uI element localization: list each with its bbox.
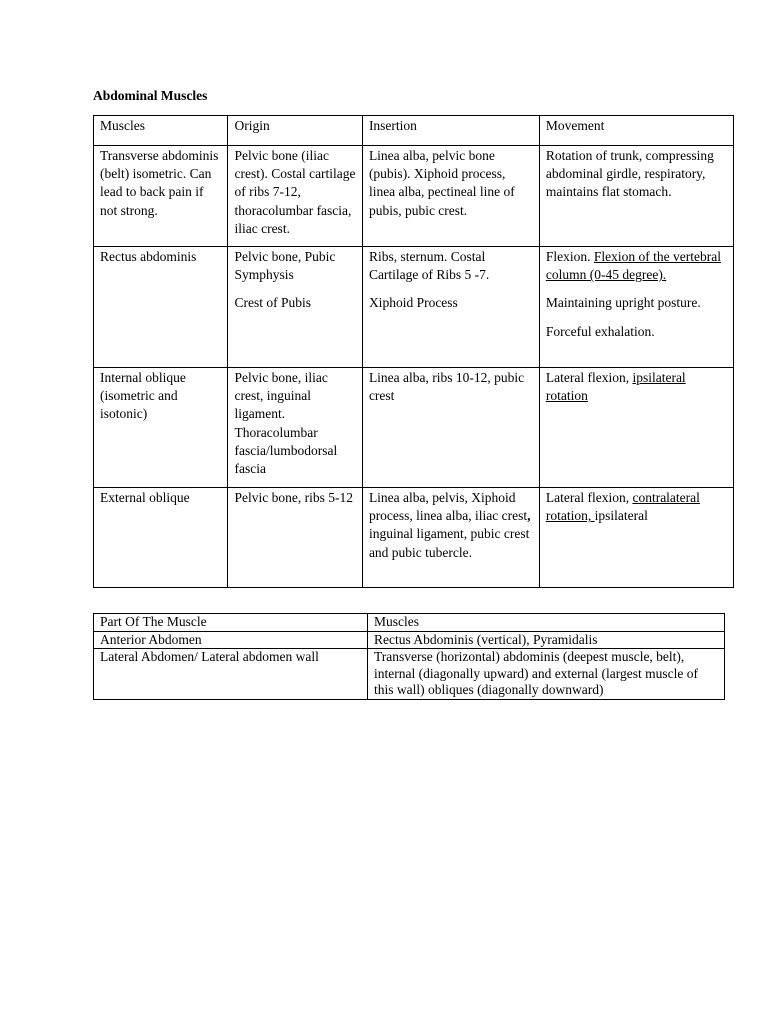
movement-underlined: ipsilateral rotation bbox=[545, 370, 686, 404]
table-row bbox=[94, 631, 725, 649]
header-origin: Origin bbox=[228, 116, 362, 146]
insertion-bold-comma: , bbox=[527, 508, 531, 524]
movement-line bbox=[546, 248, 727, 284]
cell-movement bbox=[539, 488, 733, 588]
movement-text: Flexion. bbox=[545, 249, 594, 265]
cell-origin: Pelvic bone (iliac crest). Costal cartilage of ribs 7-12, thoracolumbar fascia, iliac crest. bbox=[228, 146, 362, 247]
cell-part: Anterior Abdomen bbox=[94, 631, 368, 649]
cell-muscle: External oblique bbox=[94, 488, 228, 588]
table-row bbox=[94, 488, 734, 588]
cell-origin bbox=[228, 247, 362, 368]
cell-muscles: Transverse (horizontal) abdominis (deepest muscle, belt), internal (diagonally upward) and external (largest muscle of this wall) obliques (diagonally downward) bbox=[368, 649, 725, 700]
cell-movement bbox=[539, 368, 733, 488]
table-header-row bbox=[94, 614, 725, 632]
table-row bbox=[94, 649, 725, 700]
cell-muscle: Internal oblique (isometric and isotonic) bbox=[94, 368, 228, 488]
header-part: Part Of The Muscle bbox=[94, 614, 368, 632]
origin-line: Crest of Pubis bbox=[234, 295, 311, 311]
cell-insertion: Linea alba, pelvic bone (pubis). Xiphoid process, linea alba, pectineal line of pubis, pubic crest. bbox=[362, 146, 539, 247]
insertion-text: inguinal ligament, pubic crest and pubic tubercle. bbox=[368, 526, 530, 560]
cell-part: Lateral Abdomen/ Lateral abdomen wall bbox=[94, 649, 368, 700]
movement-line: Maintaining upright posture. bbox=[545, 295, 701, 311]
cell-origin: Pelvic bone, iliac crest, inguinal ligament. Thoracolumbar fascia/lumbodorsal fascia bbox=[228, 368, 362, 488]
cell-muscle: Rectus abdominis bbox=[94, 247, 228, 368]
document-title: Abdominal Muscles bbox=[93, 88, 208, 103]
header-movement: Movement bbox=[539, 116, 733, 146]
insertion-line: Xiphoid Process bbox=[368, 295, 458, 311]
movement-underlined: contralateral rotation, bbox=[545, 490, 700, 524]
header-muscles: Muscles bbox=[368, 614, 725, 632]
cell-muscle: Transverse abdominis (belt) isometric. Can lead to back pain if not strong. bbox=[94, 146, 228, 247]
table-row bbox=[94, 368, 734, 488]
abdominal-muscles-table bbox=[93, 115, 734, 588]
insertion-line: Ribs, sternum. Costal Cartilage of Ribs 5 -7. bbox=[368, 249, 490, 283]
movement-underlined: Flexion of the vertebral column (0-45 degree). bbox=[545, 249, 721, 283]
table-row bbox=[94, 247, 734, 368]
movement-line: Forceful exhalation. bbox=[545, 323, 655, 339]
cell-movement bbox=[539, 247, 733, 368]
header-muscles: Muscles bbox=[94, 116, 228, 146]
cell-origin: Pelvic bone, ribs 5-12 bbox=[228, 488, 362, 588]
movement-text: ipsilateral bbox=[594, 508, 648, 524]
cell-movement: Rotation of trunk, compressing abdominal girdle, respiratory, maintains flat stomach. bbox=[539, 146, 733, 247]
header-insertion: Insertion bbox=[362, 116, 539, 146]
table-header-row bbox=[94, 116, 734, 146]
origin-line: Pelvic bone, Pubic Symphysis bbox=[234, 249, 336, 283]
muscle-parts-table bbox=[93, 613, 725, 700]
cell-muscles: Rectus Abdominis (vertical), Pyramidalis bbox=[368, 631, 725, 649]
cell-insertion: Linea alba, ribs 10-12, pubic crest bbox=[362, 368, 539, 488]
table-row bbox=[94, 146, 734, 247]
movement-text: Lateral flexion, bbox=[545, 490, 633, 506]
movement-text: Lateral flexion, bbox=[545, 370, 633, 386]
insertion-text: Linea alba, pelvis, Xiphoid process, linea alba, iliac crest bbox=[368, 490, 528, 524]
cell-insertion bbox=[362, 247, 539, 368]
cell-insertion bbox=[362, 488, 539, 588]
